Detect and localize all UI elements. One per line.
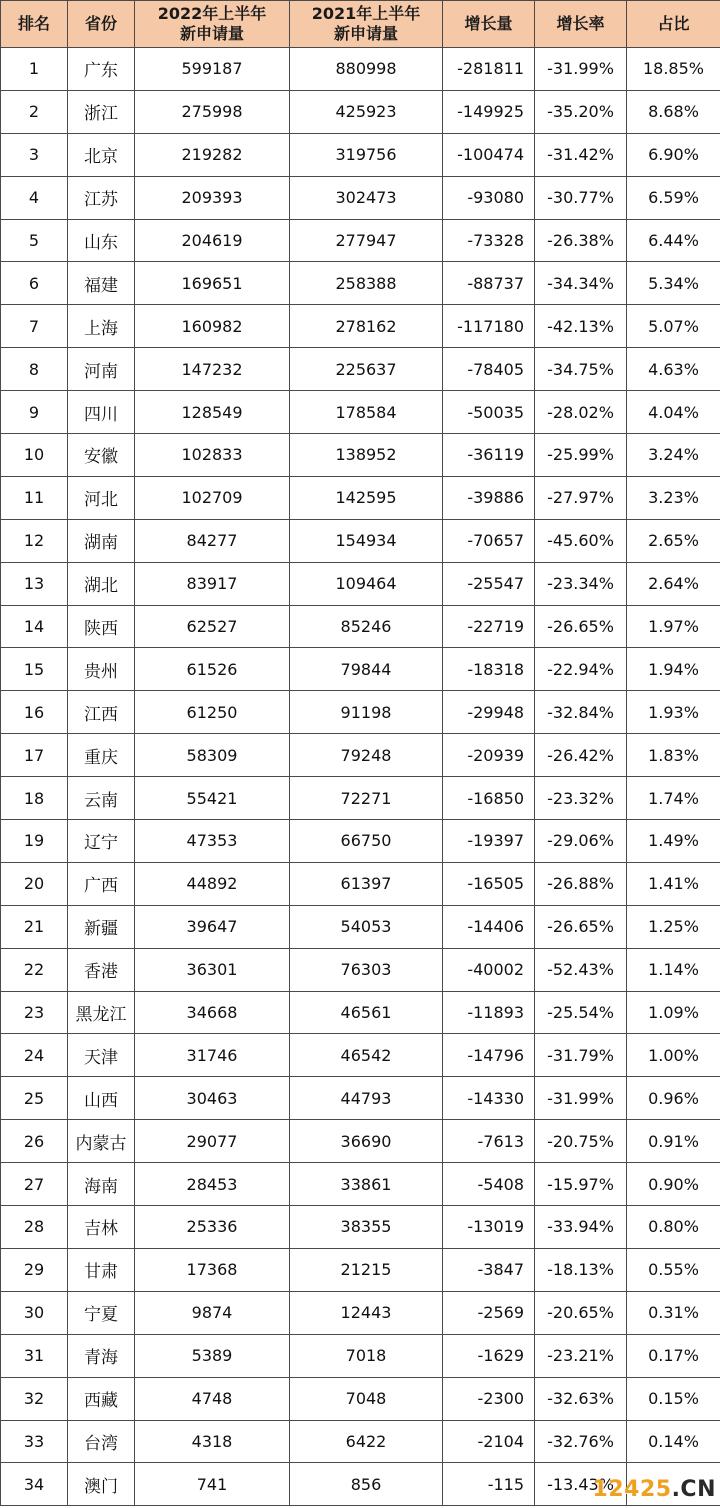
header-growth-rate: 增长率 bbox=[535, 1, 627, 48]
header-2022-line2: 新申请量 bbox=[179, 24, 244, 43]
cell-2021: 278162 bbox=[290, 305, 443, 348]
cell-2021: 154934 bbox=[290, 519, 443, 562]
cell-province: 河北 bbox=[68, 476, 135, 519]
cell-2022: 39647 bbox=[135, 905, 290, 948]
cell-province: 广东 bbox=[68, 48, 135, 91]
cell-rank: 26 bbox=[1, 1120, 68, 1163]
cell-growth-rate: -26.65% bbox=[535, 905, 627, 948]
cell-2022: 29077 bbox=[135, 1120, 290, 1163]
cell-2022: 128549 bbox=[135, 391, 290, 434]
cell-growth: -36119 bbox=[443, 434, 535, 477]
cell-growth-rate: -45.60% bbox=[535, 519, 627, 562]
cell-growth: -29948 bbox=[443, 691, 535, 734]
cell-share: 0.31% bbox=[627, 1291, 720, 1334]
cell-2022: 102833 bbox=[135, 434, 290, 477]
cell-growth: -20939 bbox=[443, 734, 535, 777]
cell-rank: 31 bbox=[1, 1334, 68, 1377]
cell-2022: 28453 bbox=[135, 1163, 290, 1206]
cell-share: 1.94% bbox=[627, 648, 720, 691]
cell-province: 云南 bbox=[68, 777, 135, 820]
cell-rank: 34 bbox=[1, 1463, 68, 1506]
cell-growth-rate: -23.21% bbox=[535, 1334, 627, 1377]
cell-share: 6.44% bbox=[627, 219, 720, 262]
cell-province: 河南 bbox=[68, 348, 135, 391]
cell-growth: -18318 bbox=[443, 648, 535, 691]
cell-growth-rate: -31.99% bbox=[535, 48, 627, 91]
cell-growth-rate: -30.77% bbox=[535, 176, 627, 219]
cell-growth: -7613 bbox=[443, 1120, 535, 1163]
cell-2021: 258388 bbox=[290, 262, 443, 305]
cell-2021: 36690 bbox=[290, 1120, 443, 1163]
cell-growth-rate: -29.06% bbox=[535, 820, 627, 863]
cell-2022: 55421 bbox=[135, 777, 290, 820]
cell-province: 重庆 bbox=[68, 734, 135, 777]
cell-province: 宁夏 bbox=[68, 1291, 135, 1334]
table-row bbox=[1, 90, 720, 133]
cell-2021: 7018 bbox=[290, 1334, 443, 1377]
cell-rank: 2 bbox=[1, 90, 68, 133]
cell-share: 1.49% bbox=[627, 820, 720, 863]
cell-2021: 91198 bbox=[290, 691, 443, 734]
cell-growth-rate: -32.76% bbox=[535, 1420, 627, 1463]
cell-growth: -40002 bbox=[443, 948, 535, 991]
cell-growth-rate: -22.94% bbox=[535, 648, 627, 691]
cell-2021: 54053 bbox=[290, 905, 443, 948]
table-row bbox=[1, 777, 720, 820]
cell-share: 3.23% bbox=[627, 476, 720, 519]
cell-share: 4.63% bbox=[627, 348, 720, 391]
table-row bbox=[1, 262, 720, 305]
cell-growth: -93080 bbox=[443, 176, 535, 219]
table-row bbox=[1, 1077, 720, 1120]
cell-growth-rate: -23.32% bbox=[535, 777, 627, 820]
cell-2022: 4318 bbox=[135, 1420, 290, 1463]
cell-province: 湖南 bbox=[68, 519, 135, 562]
cell-2021: 79844 bbox=[290, 648, 443, 691]
table-row bbox=[1, 605, 720, 648]
cell-2022: 219282 bbox=[135, 133, 290, 176]
cell-2022: 102709 bbox=[135, 476, 290, 519]
cell-growth-rate: -52.43% bbox=[535, 948, 627, 991]
cell-growth: -149925 bbox=[443, 90, 535, 133]
cell-growth: -100474 bbox=[443, 133, 535, 176]
cell-rank: 30 bbox=[1, 1291, 68, 1334]
cell-growth-rate: -23.34% bbox=[535, 562, 627, 605]
table-row bbox=[1, 1248, 720, 1291]
cell-growth-rate: -18.13% bbox=[535, 1248, 627, 1291]
cell-2022: 62527 bbox=[135, 605, 290, 648]
cell-growth-rate: -20.75% bbox=[535, 1120, 627, 1163]
cell-rank: 11 bbox=[1, 476, 68, 519]
cell-growth: -14330 bbox=[443, 1077, 535, 1120]
cell-rank: 13 bbox=[1, 562, 68, 605]
cell-2021: 138952 bbox=[290, 434, 443, 477]
cell-rank: 19 bbox=[1, 820, 68, 863]
cell-share: 8.68% bbox=[627, 90, 720, 133]
cell-2022: 61526 bbox=[135, 648, 290, 691]
cell-share: 5.07% bbox=[627, 305, 720, 348]
cell-growth: -73328 bbox=[443, 219, 535, 262]
cell-2022: 17368 bbox=[135, 1248, 290, 1291]
cell-province: 江西 bbox=[68, 691, 135, 734]
cell-share: 0.14% bbox=[627, 1420, 720, 1463]
cell-share: 4.04% bbox=[627, 391, 720, 434]
table-row bbox=[1, 1206, 720, 1249]
table-row bbox=[1, 48, 720, 91]
cell-province: 内蒙古 bbox=[68, 1120, 135, 1163]
table-row bbox=[1, 1120, 720, 1163]
cell-growth: -88737 bbox=[443, 262, 535, 305]
cell-province: 广西 bbox=[68, 862, 135, 905]
cell-share: 18.85% bbox=[627, 48, 720, 91]
cell-share: 1.09% bbox=[627, 991, 720, 1034]
cell-2021: 6422 bbox=[290, 1420, 443, 1463]
cell-rank: 9 bbox=[1, 391, 68, 434]
cell-2021: 61397 bbox=[290, 862, 443, 905]
cell-rank: 3 bbox=[1, 133, 68, 176]
cell-2021: 76303 bbox=[290, 948, 443, 991]
cell-rank: 8 bbox=[1, 348, 68, 391]
cell-2021: 856 bbox=[290, 1463, 443, 1506]
watermark-suffix: .CN bbox=[671, 1477, 716, 1502]
cell-2021: 79248 bbox=[290, 734, 443, 777]
cell-share: 1.83% bbox=[627, 734, 720, 777]
cell-province: 福建 bbox=[68, 262, 135, 305]
header-2022-line1: 2022年上半年 bbox=[157, 4, 267, 23]
cell-province: 新疆 bbox=[68, 905, 135, 948]
cell-province: 贵州 bbox=[68, 648, 135, 691]
table-row bbox=[1, 176, 720, 219]
cell-2021: 277947 bbox=[290, 219, 443, 262]
cell-rank: 28 bbox=[1, 1206, 68, 1249]
cell-2021: 7048 bbox=[290, 1377, 443, 1420]
cell-share: 0.17% bbox=[627, 1334, 720, 1377]
header-province: 省份 bbox=[68, 1, 135, 48]
cell-growth-rate: -25.99% bbox=[535, 434, 627, 477]
cell-2022: 47353 bbox=[135, 820, 290, 863]
cell-growth: -16505 bbox=[443, 862, 535, 905]
cell-growth-rate: -31.99% bbox=[535, 1077, 627, 1120]
cell-2022: 275998 bbox=[135, 90, 290, 133]
cell-2022: 9874 bbox=[135, 1291, 290, 1334]
cell-2022: 44892 bbox=[135, 862, 290, 905]
table-row bbox=[1, 133, 720, 176]
cell-share: 1.25% bbox=[627, 905, 720, 948]
cell-growth: -2300 bbox=[443, 1377, 535, 1420]
cell-rank: 15 bbox=[1, 648, 68, 691]
table-body bbox=[1, 48, 720, 1506]
table-row bbox=[1, 434, 720, 477]
cell-2022: 36301 bbox=[135, 948, 290, 991]
cell-2022: 5389 bbox=[135, 1334, 290, 1377]
table-row bbox=[1, 1377, 720, 1420]
cell-2022: 34668 bbox=[135, 991, 290, 1034]
cell-province: 上海 bbox=[68, 305, 135, 348]
cell-2021: 178584 bbox=[290, 391, 443, 434]
cell-growth: -39886 bbox=[443, 476, 535, 519]
cell-share: 1.00% bbox=[627, 1034, 720, 1077]
header-2021-line2: 新申请量 bbox=[333, 24, 398, 43]
table-row bbox=[1, 1163, 720, 1206]
cell-2022: 741 bbox=[135, 1463, 290, 1506]
cell-2021: 225637 bbox=[290, 348, 443, 391]
cell-2021: 302473 bbox=[290, 176, 443, 219]
cell-growth-rate: -42.13% bbox=[535, 305, 627, 348]
cell-2021: 46561 bbox=[290, 991, 443, 1034]
cell-growth-rate: -25.54% bbox=[535, 991, 627, 1034]
cell-growth-rate: -26.42% bbox=[535, 734, 627, 777]
cell-share: 5.34% bbox=[627, 262, 720, 305]
cell-growth: -117180 bbox=[443, 305, 535, 348]
cell-growth-rate: -26.38% bbox=[535, 219, 627, 262]
table-row bbox=[1, 734, 720, 777]
table-row bbox=[1, 905, 720, 948]
cell-share: 0.91% bbox=[627, 1120, 720, 1163]
cell-rank: 20 bbox=[1, 862, 68, 905]
cell-province: 湖北 bbox=[68, 562, 135, 605]
cell-2021: 38355 bbox=[290, 1206, 443, 1249]
cell-growth-rate: -15.97% bbox=[535, 1163, 627, 1206]
cell-province: 澳门 bbox=[68, 1463, 135, 1506]
cell-share: 2.65% bbox=[627, 519, 720, 562]
cell-growth: -14796 bbox=[443, 1034, 535, 1077]
cell-growth: -14406 bbox=[443, 905, 535, 948]
cell-2021: 66750 bbox=[290, 820, 443, 863]
cell-share: 1.93% bbox=[627, 691, 720, 734]
cell-growth: -16850 bbox=[443, 777, 535, 820]
cell-rank: 25 bbox=[1, 1077, 68, 1120]
cell-2022: 599187 bbox=[135, 48, 290, 91]
table-row bbox=[1, 391, 720, 434]
cell-growth: -281811 bbox=[443, 48, 535, 91]
cell-growth-rate: -34.75% bbox=[535, 348, 627, 391]
cell-rank: 29 bbox=[1, 1248, 68, 1291]
header-growth: 增长量 bbox=[443, 1, 535, 48]
cell-2022: 25336 bbox=[135, 1206, 290, 1249]
cell-rank: 7 bbox=[1, 305, 68, 348]
cell-rank: 12 bbox=[1, 519, 68, 562]
cell-province: 山西 bbox=[68, 1077, 135, 1120]
cell-province: 甘肃 bbox=[68, 1248, 135, 1291]
table-row bbox=[1, 476, 720, 519]
table-row bbox=[1, 1334, 720, 1377]
cell-2022: 61250 bbox=[135, 691, 290, 734]
header-2021-line1: 2021年上半年 bbox=[311, 4, 421, 23]
cell-share: 6.59% bbox=[627, 176, 720, 219]
cell-2021: 46542 bbox=[290, 1034, 443, 1077]
header-row bbox=[1, 1, 720, 48]
cell-growth-rate: -13.43% bbox=[535, 1463, 627, 1506]
cell-rank: 5 bbox=[1, 219, 68, 262]
cell-rank: 6 bbox=[1, 262, 68, 305]
cell-share: 0.55% bbox=[627, 1248, 720, 1291]
cell-2022: 84277 bbox=[135, 519, 290, 562]
cell-growth-rate: -32.84% bbox=[535, 691, 627, 734]
table-row bbox=[1, 948, 720, 991]
cell-growth: -2569 bbox=[443, 1291, 535, 1334]
cell-province: 山东 bbox=[68, 219, 135, 262]
cell-2021: 21215 bbox=[290, 1248, 443, 1291]
table-row bbox=[1, 648, 720, 691]
cell-2021: 44793 bbox=[290, 1077, 443, 1120]
table-row bbox=[1, 1420, 720, 1463]
cell-rank: 23 bbox=[1, 991, 68, 1034]
table-row bbox=[1, 519, 720, 562]
cell-rank: 22 bbox=[1, 948, 68, 991]
cell-province: 辽宁 bbox=[68, 820, 135, 863]
cell-growth: -5408 bbox=[443, 1163, 535, 1206]
header-rank: 排名 bbox=[1, 1, 68, 48]
cell-growth: -3847 bbox=[443, 1248, 535, 1291]
cell-rank: 32 bbox=[1, 1377, 68, 1420]
cell-province: 北京 bbox=[68, 133, 135, 176]
cell-2022: 4748 bbox=[135, 1377, 290, 1420]
cell-province: 陕西 bbox=[68, 605, 135, 648]
cell-rank: 21 bbox=[1, 905, 68, 948]
cell-2022: 147232 bbox=[135, 348, 290, 391]
table-row bbox=[1, 1034, 720, 1077]
cell-province: 黑龙江 bbox=[68, 991, 135, 1034]
cell-province: 安徽 bbox=[68, 434, 135, 477]
table-row bbox=[1, 348, 720, 391]
table-row bbox=[1, 820, 720, 863]
cell-2022: 58309 bbox=[135, 734, 290, 777]
cell-growth: -22719 bbox=[443, 605, 535, 648]
cell-growth: -50035 bbox=[443, 391, 535, 434]
table-row bbox=[1, 219, 720, 262]
cell-share: 6.90% bbox=[627, 133, 720, 176]
table-row bbox=[1, 862, 720, 905]
cell-2022: 83917 bbox=[135, 562, 290, 605]
table-row bbox=[1, 305, 720, 348]
cell-2022: 31746 bbox=[135, 1034, 290, 1077]
cell-growth-rate: -33.94% bbox=[535, 1206, 627, 1249]
cell-2021: 880998 bbox=[290, 48, 443, 91]
cell-2021: 425923 bbox=[290, 90, 443, 133]
cell-2021: 142595 bbox=[290, 476, 443, 519]
cell-province: 江苏 bbox=[68, 176, 135, 219]
cell-growth: -25547 bbox=[443, 562, 535, 605]
cell-growth: -11893 bbox=[443, 991, 535, 1034]
cell-2022: 209393 bbox=[135, 176, 290, 219]
cell-2021: 33861 bbox=[290, 1163, 443, 1206]
cell-2021: 85246 bbox=[290, 605, 443, 648]
cell-growth-rate: -26.88% bbox=[535, 862, 627, 905]
site-watermark-logo bbox=[593, 1477, 716, 1502]
table-row bbox=[1, 691, 720, 734]
cell-rank: 4 bbox=[1, 176, 68, 219]
cell-growth-rate: -26.65% bbox=[535, 605, 627, 648]
cell-growth-rate: -31.79% bbox=[535, 1034, 627, 1077]
table-row bbox=[1, 1291, 720, 1334]
cell-rank: 1 bbox=[1, 48, 68, 91]
cell-2021: 319756 bbox=[290, 133, 443, 176]
cell-growth: -1629 bbox=[443, 1334, 535, 1377]
cell-growth-rate: -20.65% bbox=[535, 1291, 627, 1334]
cell-growth-rate: -32.63% bbox=[535, 1377, 627, 1420]
header-2021-h1 bbox=[290, 1, 443, 48]
cell-growth: -13019 bbox=[443, 1206, 535, 1249]
cell-2022: 30463 bbox=[135, 1077, 290, 1120]
cell-province: 四川 bbox=[68, 391, 135, 434]
cell-share: 0.15% bbox=[627, 1377, 720, 1420]
cell-growth: -2104 bbox=[443, 1420, 535, 1463]
header-share: 占比 bbox=[627, 1, 720, 48]
cell-province: 香港 bbox=[68, 948, 135, 991]
cell-province: 天津 bbox=[68, 1034, 135, 1077]
cell-rank: 17 bbox=[1, 734, 68, 777]
cell-2021: 72271 bbox=[290, 777, 443, 820]
table-row bbox=[1, 562, 720, 605]
cell-share: 1.41% bbox=[627, 862, 720, 905]
cell-growth: -78405 bbox=[443, 348, 535, 391]
cell-growth-rate: -27.97% bbox=[535, 476, 627, 519]
cell-province: 吉林 bbox=[68, 1206, 135, 1249]
cell-rank: 24 bbox=[1, 1034, 68, 1077]
cell-rank: 14 bbox=[1, 605, 68, 648]
cell-province: 台湾 bbox=[68, 1420, 135, 1463]
cell-share: 0.80% bbox=[627, 1206, 720, 1249]
cell-rank: 33 bbox=[1, 1420, 68, 1463]
cell-province: 浙江 bbox=[68, 90, 135, 133]
table-row bbox=[1, 991, 720, 1034]
cell-2021: 12443 bbox=[290, 1291, 443, 1334]
header-2022-h1 bbox=[135, 1, 290, 48]
cell-growth-rate: -34.34% bbox=[535, 262, 627, 305]
cell-share: 1.97% bbox=[627, 605, 720, 648]
cell-share: 0.96% bbox=[627, 1077, 720, 1120]
cell-rank: 10 bbox=[1, 434, 68, 477]
cell-2022: 160982 bbox=[135, 305, 290, 348]
cell-growth: -19397 bbox=[443, 820, 535, 863]
cell-growth-rate: -31.42% bbox=[535, 133, 627, 176]
cell-2022: 204619 bbox=[135, 219, 290, 262]
cell-rank: 27 bbox=[1, 1163, 68, 1206]
watermark-main: 12425 bbox=[592, 1477, 672, 1502]
cell-rank: 16 bbox=[1, 691, 68, 734]
cell-province: 海南 bbox=[68, 1163, 135, 1206]
cell-2022: 169651 bbox=[135, 262, 290, 305]
cell-2021: 109464 bbox=[290, 562, 443, 605]
cell-share: 1.74% bbox=[627, 777, 720, 820]
cell-share: 2.64% bbox=[627, 562, 720, 605]
cell-rank: 18 bbox=[1, 777, 68, 820]
cell-growth-rate: -28.02% bbox=[535, 391, 627, 434]
cell-growth-rate: -35.20% bbox=[535, 90, 627, 133]
cell-share: 3.24% bbox=[627, 434, 720, 477]
cell-growth: -70657 bbox=[443, 519, 535, 562]
cell-province: 青海 bbox=[68, 1334, 135, 1377]
cell-share: 1.14% bbox=[627, 948, 720, 991]
cell-growth: -115 bbox=[443, 1463, 535, 1506]
cell-province: 西藏 bbox=[68, 1377, 135, 1420]
cell-share: 0.90% bbox=[627, 1163, 720, 1206]
